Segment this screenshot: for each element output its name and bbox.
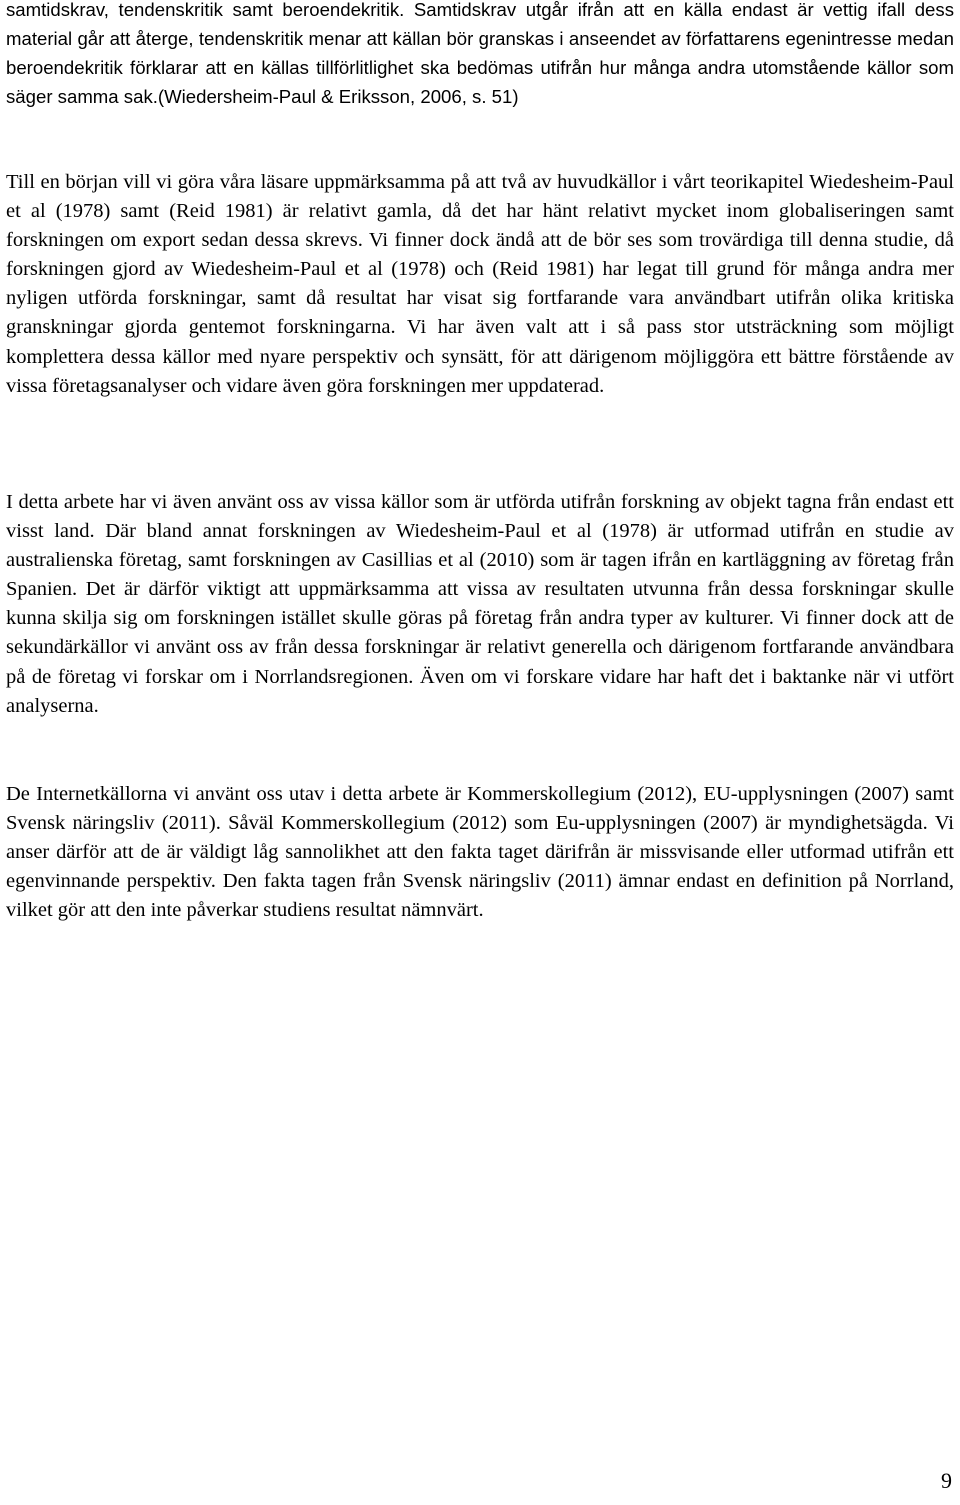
paragraph-main-sources: Till en början vill vi göra våra läsare uppmärksamma på att två av huvudkällor i vårt teorikapitel Wiedesheim-Paul et al (1978) samt (Reid 1981) är relativt gamla, då det har hänt relativt mycket inom globaliseringen samt forskningen om export sedan dessa skrevs. Vi finner dock ändå att de bör ses som trovärdiga till denna studie, då forskningen gjord av Wiedesheim-Paul et al (1978) och (Reid 1981) har legat till grund för många andra mer nyligen utförda forskningar, samt då resultat har visat sig fortfarande vara användbart utifrån olika kritiska granskningar gjorda gentemot forskningarna. Vi har även valt att i så pass stor utsträckning som möjligt komplettera dessa källor med nyare perspektiv och synsätt, för att därigenom möjliggöra ett bättre förstående av vissa företagsanalyser och vidare även göra forskningen mer uppdaterad. (6, 171, 954, 397)
page-number: 9 (941, 1468, 952, 1493)
paragraph-internet-sources: De Internetkällorna vi använt oss utav i detta arbete är Kommerskollegium (2012), EU-upplysningen (2007) samt Svensk näringsliv (2011). Såväl Kommerskollegium (2012) som Eu-upplysningen (2007) är myndighetsägda. Vi anser därför att de är väldigt låg sannolikhet att den fakta taget därifrån är missvisande eller utformad utifrån ett egenvinnande perspektiv. Den fakta tagen från Svensk näringsliv (2011) ämnar endast en definition på Norrland, vilket gör att den inte påverkar studiens resultat nämnvärt. (6, 783, 954, 922)
paragraph-source-criticism: samtidskrav, tendenskritik samt beroendekritik. Samtidskrav utgår ifrån att en källa endast är vettig ifall dess material går att återge, tendenskritik menar att källan bör granskas i anseendet av författarens egenintresse medan beroendekritik förklarar att en källas tillförlitlighet ska bedömas utifrån hur många andra utomstående källor som säger samma sak.(Wiedersheim-Paul & Eriksson, 2006, s. 51) (6, 0, 954, 108)
paragraph-country-sources: I detta arbete har vi även använt oss av vissa källor som är utförda utifrån forskning av objekt tagna från endast ett visst land. Där bland annat forskningen av Wiedesheim-Paul et al (1978) är utformad utifrån en studie av australienska företag, samt forskningen av Casillias et al (2010) som är tagen ifrån en kartläggning av företag från Spanien. Det är därför viktigt att uppmärksamma att vissa av resultaten utvunna från dessa forskningar skulle kunna skilja sig om forskningen istället skulle göras på företag från andra typer av kulturer. Vi finner dock att de sekundärkällor vi använt oss av från dessa forskningar är relativt generella och därigenom fortfarande användbara på de företag vi forskar om i Norrlandsregionen. Även om vi forskare vidare har haft det i baktanke när vi utfört analyserna. (6, 491, 954, 717)
